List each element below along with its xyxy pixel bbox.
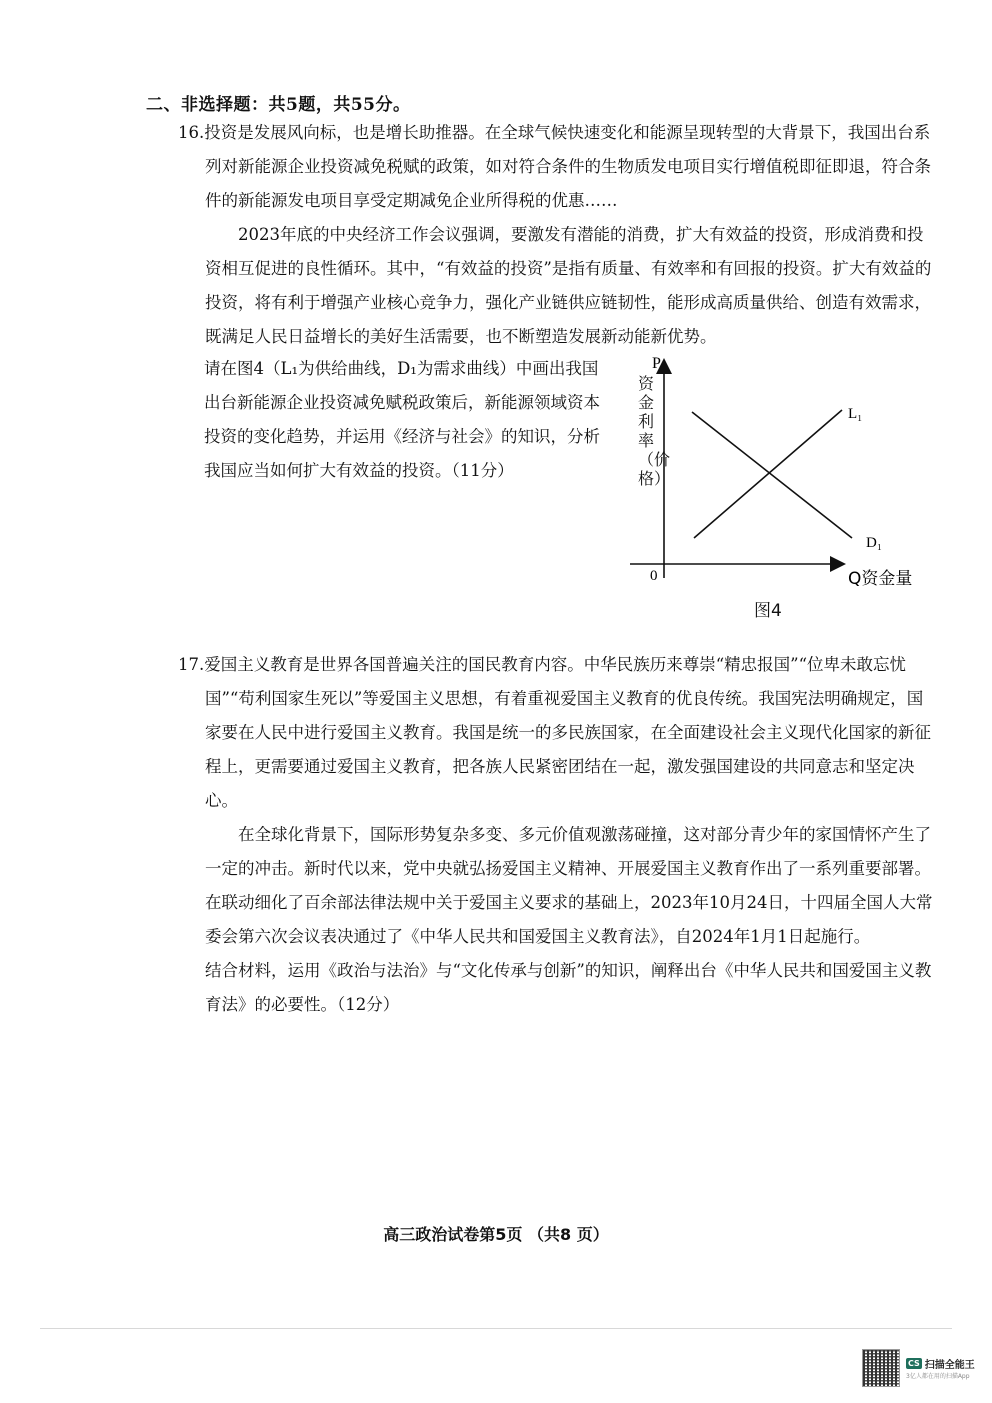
section-title: 二、非选择题：共5题，共55分。 bbox=[146, 95, 411, 115]
qr-code-icon bbox=[862, 1349, 900, 1387]
q16-paragraph-2: 2023年底的中央经济工作会议强调，要激发有潜能的消费，扩大有效益的投资，形成消费和投资相互促进的良性循环。其中，“有效益的投资”是指有质量、有效率和有回报的投资。扩大有效益的投资，将有利于增强产业核心竞争力，强化产业链供应链韧性，能形成高质量供给、创造有效需求，既满足人民日益增长的美好生活需要，也不断塑造发展新动能新优势。 bbox=[205, 225, 932, 346]
watermark-title-row bbox=[906, 1356, 975, 1371]
q17-question: 结合材料，运用《政治与法治》与“文化传承与创新”的知识，阐释出台《中华人民共和国爱国主义教育法》的必要性。（12分） bbox=[205, 961, 932, 1014]
question-16 bbox=[178, 116, 938, 354]
y-axis-letter: P bbox=[652, 355, 661, 372]
q16-paragraph-1 bbox=[178, 116, 938, 218]
supply-curve-l1 bbox=[694, 410, 842, 538]
watermark-text bbox=[906, 1356, 975, 1380]
q17-paragraph-1 bbox=[178, 648, 938, 818]
q16-para1-text: 投资是发展风向标，也是增长助推器。在全球气候快速变化和能源呈现转型的大背景下，我国出台系列对新能源企业投资减免税赋的政策，如对符合条件的生物质发电项目实行增值税即征即退，符合条件的新能源发电项目享受定期减免企业所得税的优惠…… bbox=[204, 123, 931, 210]
figure-4 bbox=[620, 352, 940, 622]
q16-question: 请在图4（L₁为供给曲线，D₁为需求曲线）中画出我国出台新能源企业投资减免赋税政策后，新能源领域资本投资的变化趋势，并运用《经济与社会》的知识，分析我国应当如何扩大有效益的投资。（11分） bbox=[204, 359, 600, 480]
q17-number: 17. bbox=[178, 655, 205, 674]
watermark-subtitle: 3亿人都在用的扫描App bbox=[906, 1373, 970, 1380]
q17-para1-text: 爱国主义教育是世界各国普遍关注的国民教育内容。中华民族历来尊崇“精忠报国”“位卑未敢忘忧国”“苟利国家生死以”等爱国主义思想，有着重视爱国主义教育的优良传统。我国宪法明确规定，国家要在人民中进行爱国主义教育。我国是统一的多民族国家，在全面建设社会主义现代化国家的新征程上，更需要通过爱国主义教育，把各族人民紧密团结在一起，激发强国建设的共同意志和坚定决心。 bbox=[204, 655, 931, 810]
scanner-watermark bbox=[862, 1345, 980, 1391]
q16-number: 16. bbox=[178, 123, 205, 142]
y-axis-label: 资金利率（价格） bbox=[638, 374, 671, 488]
question-17 bbox=[178, 648, 938, 1022]
cs-logo-icon: CS bbox=[908, 1359, 920, 1368]
scan-edge-line bbox=[40, 1328, 952, 1329]
watermark-title: 扫描全能王 bbox=[924, 1360, 975, 1371]
page-footer: 高三政治试卷第5页 （共8 页） bbox=[383, 1225, 609, 1244]
origin-label: 0 bbox=[650, 568, 658, 584]
supply-label: L₁ bbox=[848, 406, 863, 422]
figure-caption: 图4 bbox=[754, 601, 782, 621]
x-axis-label: Q资金量 bbox=[848, 569, 913, 589]
q17-paragraph-2: 在全球化背景下，国际形势复杂多变、多元价值观激荡碰撞，这对部分青少年的家国情怀产生了一定的冲击。新时代以来，党中央就弘扬爱国主义精神、开展爱国主义教育作出了一系列重要部署。在联动细化了百余部法律法规中关于爱国主义要求的基础上，2023年10月24日，十四届全国人大常委会第六次会议表决通过了《中华人民共和国爱国主义教育法》，自2024年1月1日起施行。 bbox=[205, 825, 933, 946]
demand-label: D₁ bbox=[866, 535, 883, 551]
